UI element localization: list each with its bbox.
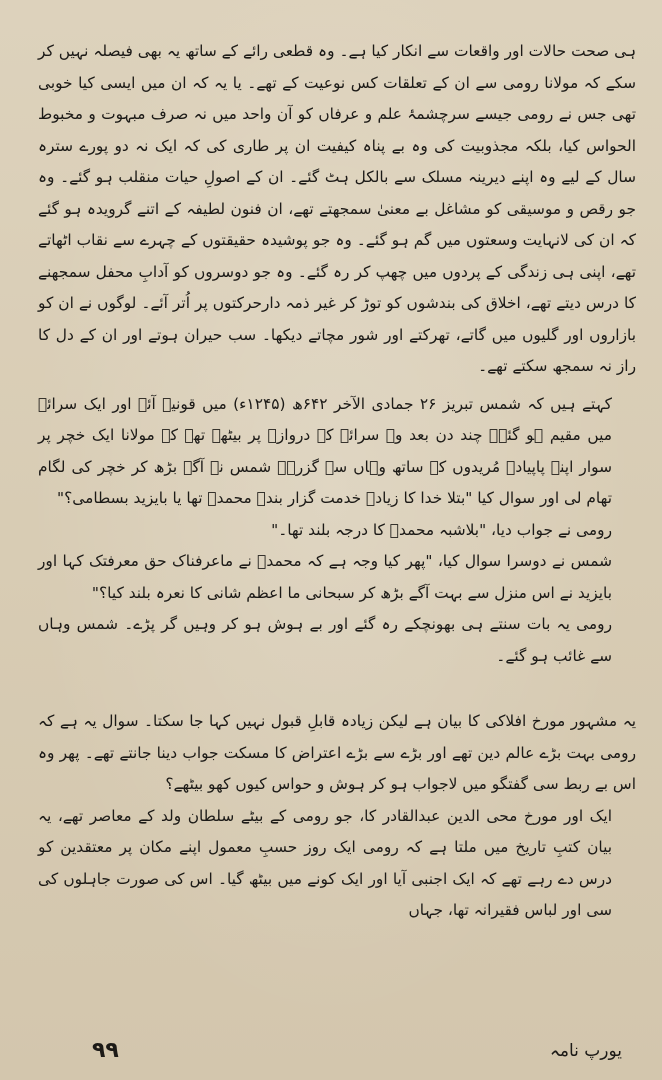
paragraph-6: یہ مشہور مورخ افلاکی کا بیان ہے لیکن زیادہ قابلِ قبول نہیں کہا جا سکتا۔ سوال یہ ہے کہ رومی بہت بڑے عالم دین تھے اور بڑے سے بڑے اعتراض کا مسکت جواب دینا جانتے تھے۔ پھر وہ اس بے ربط سی گفتگو میں لاجواب ہو کر ہوش و حواس کیوں کھو بیٹھے؟: [38, 712, 636, 793]
body-text: [38, 36, 636, 927]
paragraph-4: شمس نے دوسرا سوال کیا، "پھر کیا وجہ ہے کہ محمدؐ نے ماعرفناک حق معرفتک کہا اور بایزید نے اس منزل سے بہت آگے بڑھ کر سبحانی ما اعظم شانی کا نعرہ بلند کیا؟": [38, 552, 612, 602]
paragraph-3: رومی نے جواب دیا، "بلاشبہ محمدؐ کا درجہ بلند تھا۔": [271, 520, 612, 539]
paragraph-5: رومی یہ بات سنتے ہی بھونچکے رہ گئے اور بے ہوش ہو کر وہیں گر پڑے۔ شمس وہاں سے غائب ہو گئے۔: [38, 615, 612, 665]
paragraph-2: کہتے ہیں کہ شمس تبریز ۲۶ جمادی الآخر ۶۴۲ھ (۱۲۴۵ء) میں قونیہ آئے اور ایک سرائے میں مقیم ہو گئے۔ چند دن بعد وہ سرائے کے دروازے پر بیٹھے تھے کہ مولانا ایک خچر پر سوار اپنے پاپیادہ مُریدوں کے ساتھ وہاں سے گزرے۔ شمس نے آگے بڑھ کر خچر کی لگام تھام لی اور سوال کیا "بتلا خدا کا زیادہ خدمت گزار بندہ محمدؐ تھا یا بایزید بسطامی؟": [38, 394, 612, 507]
paragraph-7: ایک اور مورخ محی الدین عبدالقادر کا، جو رومی کے بیٹے سلطان ولد کے معاصر تھے، یہ بیان کتبِ تاریخ میں ملتا ہے کہ رومی ایک روز حسبِ معمول اپنے مکان پر معتقدین کو درس دے رہے تھے کہ ایک اجنبی آیا اور ایک کونے میں بیٹھ گیا۔ اس کی صورت جاہلوں کی سی اور لباس فقیرانہ تھا، جہاں: [38, 806, 612, 919]
page-footer: [0, 1036, 662, 1070]
paragraph-1: ہی صحت حالات اور واقعات سے انکار کیا ہے۔ وہ قطعی رائے کے ساتھ یہ بھی فیصلہ نہیں کر سکے کہ مولانا رومی سے ان کے تعلقات کس نوعیت کے تھے۔ یا یہ کہ ان میں ایسی کیا خوبی تھی جس نے رومی جیسے سرچشمۂ علم و عرفاں کو آن واحد میں نہ صرف مبہوت و مخبوط الحواس کیا، بلکہ مجذوبیت کی وہ بے پناہ کیفیت ان پر طاری کی کہ ایک نہ دو پورے سترہ سال کے لیے وہ اپنے دیرینہ مسلک سے بالکل ہٹ گئے۔ ان کے اصولِ حیات منقلب ہو گئے۔ وہ جو رقص و موسیقی کو مشاغل بے معنیٰ سمجھتے تھے، ان فنون لطیفہ کے اتنے گرویدہ ہو گئے کہ ان کی لانہایت وسعتوں میں گم ہو گئے۔ وہ جو پوشیدہ حقیقتوں کے چہرے سے نقاب اٹھاتے تھے، اپنی ہی زندگی کے پردوں میں چھپ کر رہ گئے۔ وہ جو دوسروں کو آدابِ محفل سمجھنے کا درس دیتے تھے، اخلاق کی بندشوں کو توڑ کر غیر ذمہ دارحرکتوں پر اُتر آئے۔ لوگوں نے ان کو بازاروں اور گلیوں میں گاتے، تھرکتے اور شور مچاتے دیکھا۔ سب حیران ہوتے اور ان کے دل کا راز نہ سمجھ سکتے تھے۔: [38, 42, 636, 375]
running-title: یورپ نامہ: [549, 1041, 622, 1061]
page-number: ۹۹: [92, 1038, 119, 1063]
